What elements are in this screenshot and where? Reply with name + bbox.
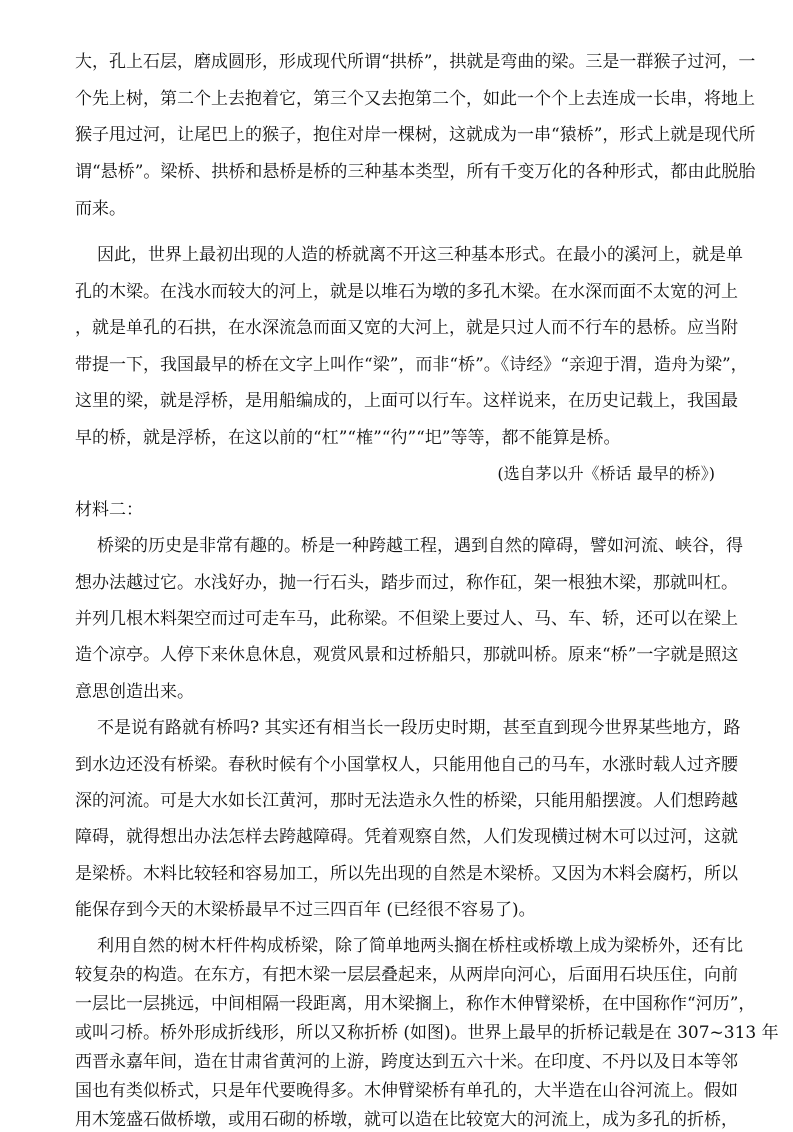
text-line: 因此，世界上最初出现的人造的桥就离不开这三种基本形式。在最小的溪河上，就是单: [97, 245, 743, 265]
text-line: 障碍，就得想出办法怎样去跨越障碍。凭着观察自然，人们发现横过树木可以过河，这就: [75, 827, 738, 847]
text-line: 造个凉亭。人停下来休息休息，观赏风景和过桥船只，那就叫桥。原来“桥”一字就是照这: [75, 645, 739, 665]
text-line: 深的河流。可是大水如长江黄河，那时无法造永久性的桥梁，只能用船摆渡。人们想跨越: [75, 791, 738, 811]
text-line: 孔的木梁。在浅水而较大的河上，就是以堆石为墩的多孔木梁。在水深而面不太宽的河上: [75, 282, 738, 302]
text-line: 利用自然的树木杆件构成桥梁，除了简单地两头搁在桥柱或桥墩上成为梁桥外，还有比: [97, 936, 743, 956]
text-line: 一层比一层挑远，中间相隔一段距离，用木梁搁上，称作木伸臂梁桥，在中国称作“河历”，: [75, 994, 756, 1014]
text-line: 并列几根木料架空而过可走车马，此称梁。不但梁上要过人、马、车、轿，还可以在梁上: [75, 609, 738, 629]
text-line: 谓“悬桥”。梁桥、拱桥和悬桥是桥的三种基本类型，所有千变万化的各种形式，都由此脱胎: [75, 162, 756, 182]
text-line: ，就是单孔的石拱，在水深流急而面又宽的大河上，就是只过人而不行车的悬桥。应当附: [75, 318, 738, 338]
text-line: 国也有类似桥式，只是年代要晚得多。木伸臂梁桥有单孔的，大半造在山谷河流上。假如: [75, 1081, 738, 1101]
text-line: 想办法越过它。水浅好办，抛一行石头，踏步而过，称作矼，架一根独木梁，那就叫杠。: [75, 573, 738, 593]
text-line: 到水边还没有桥梁。春秋时候有个小国掌权人，只能用他自己的马车，水涨时载人过齐腰: [75, 755, 738, 775]
text-line: 大，孔上石层，磨成圆形，形成现代所谓“拱桥”，拱就是弯曲的梁。三是一群猴子过河，一: [75, 52, 756, 72]
text-line: 不是说有路就有桥吗? 其实还有相当长一段历史时期，甚至直到现今世界某些地方，路: [97, 718, 741, 738]
text-line: 或叫刁桥。桥外形成折线形，所以又称折桥 (如图)。世界上最早的折桥记载是在 307~313 年: [75, 1023, 779, 1043]
text-line: 是梁桥。木料比较轻和容易加工，所以先出现的自然是木梁桥。又因为木料会腐朽，所以: [75, 864, 738, 884]
section-heading: 材料二：: [75, 500, 143, 520]
text-line: 个先上树，第二个上去抱着它，第三个又去抱第二个，如此一个个上去连成一长串，将地上: [75, 89, 755, 109]
text-line: 而来。: [75, 199, 126, 219]
text-line: 早的桥，就是浮桥，在这以前的“杠”“榷”“彴”“圯”等等，都不能算是桥。: [75, 428, 621, 448]
text-line: 带提一下，我国最早的桥在文字上叫作“梁”，而非“桥”。《诗经》“亲迎于渭，造舟为梁”，: [75, 355, 748, 375]
text-line: 猴子甩过河，让尾巴上的猴子，抱住对岸一棵树，这就成为一串“猿桥”，形式上就是现代所: [75, 125, 756, 145]
source-note: (选自茅以升《桥话 最早的桥》): [497, 464, 715, 483]
text-line: 这里的梁，就是浮桥，是用船编成的，上面可以行车。这样说来，在历史记载上，我国最: [75, 391, 738, 411]
text-line: 西晋永嘉年间，造在甘肃省黄河的上游，跨度达到五六十米。在印度、不丹以及日本等邻: [75, 1052, 738, 1072]
text-line: 用木笼盛石做桥墩，或用石砌的桥墩，就可以造在比较宽大的河流上，成为多孔的折桥，: [75, 1110, 738, 1130]
text-line: 意思创造出来。: [75, 682, 194, 702]
text-line: 较复杂的构造。在东方，有把木梁一层层叠起来，从两岸向河心，后面用石块压住，向前: [75, 965, 738, 985]
text-line: 桥梁的历史是非常有趣的。桥是一种跨越工程，遇到自然的障碍，譬如河流、峡谷，得: [97, 536, 743, 556]
text-line: 能保存到今天的木梁桥最早不过三四百年 (已经很不容易了)。: [75, 900, 536, 920]
